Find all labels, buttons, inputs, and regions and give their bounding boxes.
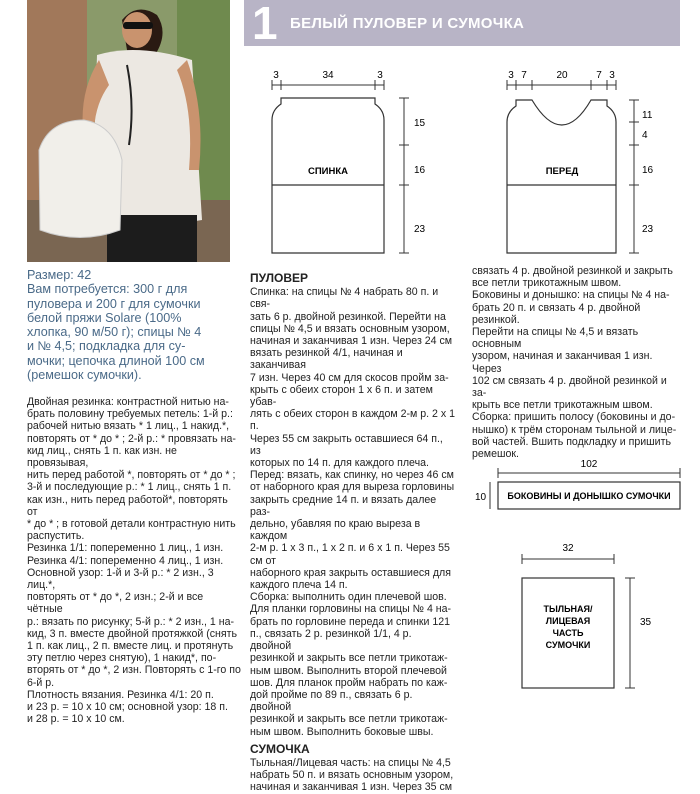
back-side-dim-2: 16	[414, 165, 426, 176]
text-line: Перейти на спицы № 4,5 и вязать основным	[472, 326, 639, 351]
strip-width: 102	[580, 459, 598, 470]
text-line: Боковины и донышко: на спицы № 4 на-	[472, 289, 670, 302]
text-line: повторять от * до * ; 2-й р.: * провязать на-	[27, 432, 236, 445]
text-line: набрать 50 п. и вязать основным узором,	[250, 769, 454, 782]
text-line: резинкой и закрыть все петли трикотаж-	[250, 713, 448, 726]
text-line: шов. Для планок пройм набрать по каж-	[250, 676, 448, 689]
bag-label-line: СУМОЧКИ	[545, 640, 591, 650]
strip-label: БОКОВИНЫ И ДОНЫШКО СУМОЧКИ	[507, 491, 671, 501]
front-side-dim-3: 16	[642, 165, 654, 176]
front-top-dim-3: 20	[556, 70, 568, 81]
text-line: начиная и заканчивая 1 изн. Через 24 см	[250, 335, 453, 348]
text-line: крыть с обеих сторон 1 х 6 п. и затем убав-	[250, 383, 433, 409]
section-title-pullover: ПУЛОВЕР	[250, 271, 309, 285]
text-line: брать половину требуемых петель: 1-й р.:	[27, 408, 233, 421]
size-line: мочки; цепочка длиной 100 см	[27, 353, 205, 368]
text-line: вязать резинкой 4/1, начиная и заканчивая	[250, 347, 403, 372]
size-block	[27, 268, 242, 382]
front-side-dim-4: 23	[642, 224, 654, 235]
text-line: дельно, убавляя по краю выреза в каждом	[250, 518, 421, 543]
size-line: (ремешок сумочки).	[27, 368, 142, 383]
text-line: Сборка: выполнить один плечевой шов.	[250, 591, 447, 604]
text-line: 6-й р.	[27, 676, 55, 689]
text-line: 7 изн. Через 40 см для скосов пройм за-	[250, 371, 449, 384]
text-line: Плотность вязания. Резинка 4/1: 20 п.	[27, 688, 214, 701]
text-line: 3-й и последующие р.: * 1 лиц., снять 1 п.	[27, 481, 232, 494]
section-title: БЕЛЫЙ ПУЛОВЕР И СУМОЧКА	[290, 15, 525, 32]
back-label: СПИНКА	[307, 166, 349, 177]
text-line: Через 55 см закрыть оставшиеся 64 п., из	[250, 432, 443, 457]
schemes-bag	[470, 455, 695, 695]
text-line: Резинка 4/1: попеременно 4 лиц., 1 изн.	[27, 554, 224, 567]
column-3	[472, 265, 682, 460]
text-line: как изн., нить перед работой*, повторять от	[27, 493, 228, 518]
text-line: Резинка 1/1: попеременно 1 лиц., 1 изн.	[27, 542, 224, 555]
text-line: лять с обеих сторон в каждом 2-м р. 2 х 1 п.	[250, 408, 455, 433]
back-top-dim-1: 3	[273, 70, 279, 81]
text-line: спицы № 4,5 и вязать основным узором,	[250, 322, 450, 335]
back-top-dim-3: 3	[377, 70, 383, 81]
size-line: Вам потребуется: 300 г для	[27, 282, 188, 297]
text-line: брать 20 п. и связать 4 р. двойной резинкой.	[472, 301, 641, 326]
text-line: дой пройме по 89 п., связать 6 р. двойной	[250, 688, 413, 714]
text-line: ным швом. Выполнить второй плечевой	[250, 664, 447, 677]
scheme-back	[272, 70, 426, 253]
scheme-strip	[475, 459, 680, 509]
text-line: начиная и заканчивая 1 изн. Через 35 см	[250, 781, 453, 794]
bag-width: 32	[562, 543, 574, 554]
text-line: кид, 3 п. вместе двойной протяжкой (снять	[27, 627, 237, 640]
front-side-dim-1: 11	[642, 110, 653, 121]
text-line: резинкой и закрыть все петли трикотаж-	[250, 652, 448, 665]
text-line: от наборного края для выреза горловины	[250, 481, 455, 494]
size-line: пуловера и 200 г для сумочки	[27, 296, 201, 311]
bag-label-line: ЛИЦЕВАЯ	[545, 616, 591, 626]
text-line: Перед: вязать, как спинку, но через 46 см	[250, 469, 454, 482]
text-line: вторять от * до *, 2 изн. Повторять с 1-го по	[27, 664, 241, 677]
size-line: Размер: 42	[27, 268, 92, 282]
text-line: Спинка: на спицы № 4 набрать 80 п. и свя-	[250, 286, 439, 311]
text-line: 102 см связать 4 р. двойной резинкой и за-	[472, 374, 667, 400]
scheme-front	[507, 70, 654, 253]
column-2	[250, 272, 455, 794]
text-line: Тыльная/Лицевая часть: на спицы № 4,5	[250, 756, 451, 769]
text-line: Двойная резинка: контрастной нитью на-	[27, 396, 229, 408]
strip-height: 10	[475, 492, 487, 503]
text-line: Основной узор: 1-й и 3-й р.: * 2 изн., 3 лиц.*,	[27, 566, 214, 592]
scheme-bag-part	[522, 543, 652, 688]
text-line: и 23 р. = 10 х 10 см; основной узор: 18 п.	[27, 701, 228, 714]
text-line: Сборка: пришить полосу (боковины и до-	[472, 411, 676, 424]
column-1	[27, 396, 241, 725]
text-line: вой частей. Вшить подкладку и пришить	[472, 435, 671, 448]
schemes-pullover	[244, 60, 694, 270]
text-line: рабочей нитью вязать * 1 лиц., 1 накид.*,	[27, 420, 230, 433]
size-line: хлопка, 90 м/50 г); спицы № 4	[27, 325, 202, 340]
text-line: связать 4 р. двойной резинкой и закрыть	[472, 265, 673, 277]
bag-label-line: ТЫЛЬНАЯ/	[543, 604, 593, 614]
text-line: закрыть средние 14 п. и вязать далее раз-	[250, 493, 437, 518]
text-line: распустить.	[27, 530, 85, 543]
front-top-dim-5: 3	[609, 70, 615, 81]
text-line: повторять от * до *, 2 изн.; 2-й и все чётные	[27, 591, 204, 616]
size-line: и № 4,5; подкладка для су-	[27, 339, 186, 354]
text-line: которых по 14 п. для каждого плеча.	[250, 457, 429, 470]
bag-label-line: ЧАСТЬ	[552, 628, 584, 638]
back-side-dim-3: 23	[414, 224, 426, 235]
text-line: каждого плеча 14 п.	[250, 579, 348, 592]
section-title-bag: СУМОЧКА	[250, 741, 310, 756]
front-side-dim-2: 4	[642, 130, 648, 141]
model-photo-illustration	[27, 0, 230, 262]
front-top-dim-1: 3	[508, 70, 514, 81]
front-top-dim-2: 7	[521, 70, 527, 81]
text-line: * до * ; в готовой детали контрастную нить	[27, 518, 236, 531]
text-line: нышко) к трём сторонам тыльной и лице-	[472, 423, 677, 436]
model-photo	[27, 0, 230, 262]
text-line: ремешок.	[472, 448, 519, 461]
text-line: эту петлю через снятую), 1 накид*, по-	[27, 652, 217, 665]
bag-height: 35	[640, 617, 652, 628]
text-line: крыть все петли трикотажным швом.	[472, 399, 653, 412]
back-side-dim-1: 15	[414, 118, 426, 129]
text-line: нить перед работой *, повторять от * до * ;	[27, 469, 236, 482]
back-top-dim-2: 34	[322, 70, 334, 81]
text-line: и 28 р. = 10 х 10 см.	[27, 713, 125, 726]
text-line: брать по горловине переда и спинки 121	[250, 615, 451, 628]
front-top-dim-4: 7	[596, 70, 602, 81]
size-line: белой пряжи Solare (100%	[27, 310, 182, 325]
text-line: узором, начиная и заканчивая 1 изн. Через	[472, 350, 653, 375]
text-line: кид лиц., снять 1 п. как изн. не провязывая,	[27, 444, 177, 470]
text-line: п., связать 2 р. резинкой 1/1, 4 р. двойной	[250, 627, 412, 653]
front-label: ПЕРЕД	[545, 166, 579, 177]
text-line: 2-м р. 1 х 3 п., 1 х 2 п. и 6 х 1 п. Через 55 см от	[250, 542, 450, 567]
text-line: р.: вязать по рисунку; 5-й р.: * 2 изн., 1 на-	[27, 615, 235, 628]
text-line: 1 п. как лиц., 2 п. вместе лиц. и протянуть	[27, 640, 234, 653]
text-line: зать 6 р. двойной резинкой. Перейти на	[250, 310, 446, 323]
text-line: все петли трикотажным швом.	[472, 277, 622, 290]
text-line: наборного края закрыть оставшиеся для	[250, 566, 451, 579]
text-line: Для планки горловины на спицы № 4 на-	[250, 603, 452, 616]
text-line: ным швом. Выполнить боковые швы.	[250, 725, 434, 738]
section-number: 1	[252, 0, 278, 49]
